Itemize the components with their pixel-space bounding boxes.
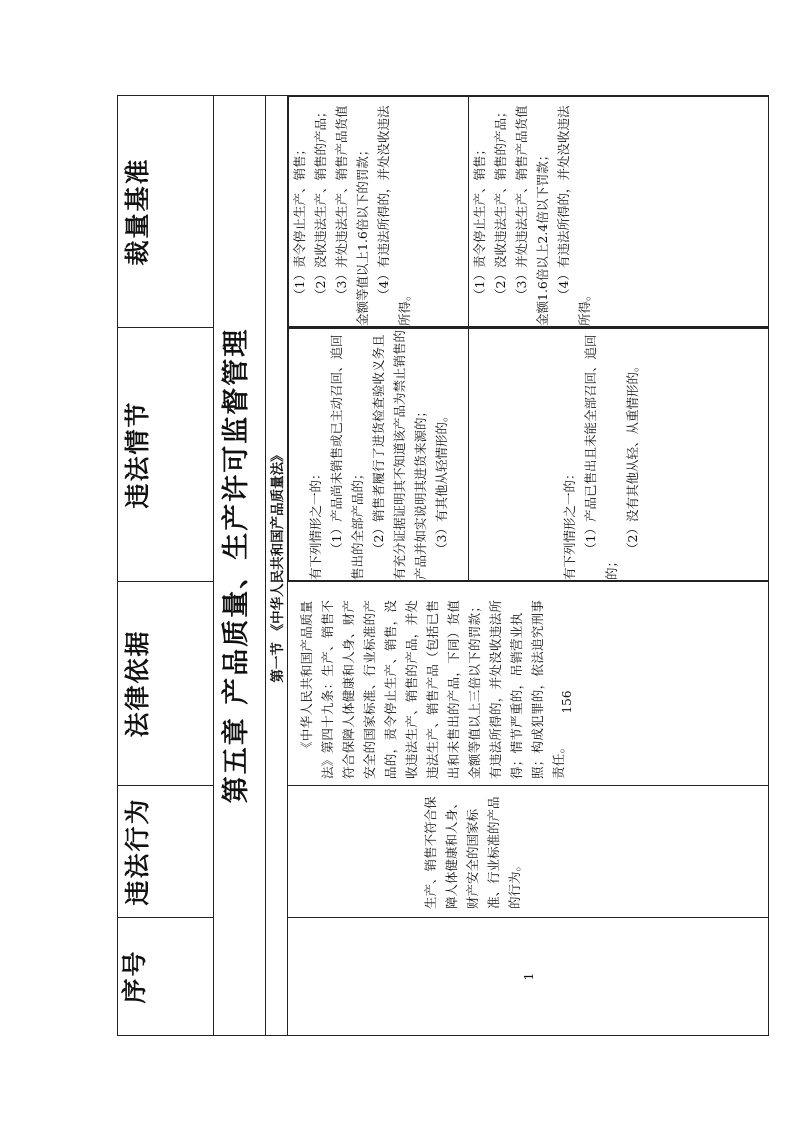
row-circumstances xyxy=(288,328,769,582)
circumstance-subtable xyxy=(288,328,768,581)
rotated-page xyxy=(117,96,769,1036)
circumstance-2 xyxy=(469,329,769,581)
circumstance-1-intro: 有下列情形之一的： xyxy=(308,467,323,580)
penalty-2-item-2: （2）没收违法生产、销售的产品； xyxy=(493,105,508,301)
circumstance-1-item-1: （1）产品尚未销售或已主动召回、追回售出的全部产品的； xyxy=(329,334,365,580)
penalty-2-item-3: （3）并处违法生产、销售产品货值金额1.6倍以上2.4倍以下罚款； xyxy=(514,105,550,326)
header-circumstance: 违法情节 xyxy=(118,328,214,582)
penalty-1-item-2: （2）没收违法生产、销售的产品； xyxy=(313,105,328,301)
row-seq: 1 xyxy=(288,918,769,1036)
penalty-1 xyxy=(289,97,469,327)
header-act: 违法行为 xyxy=(118,786,214,918)
penalty-1-item-3: （3）并处违法生产、销售产品货值金额等值以上1.6倍以下的罚款； xyxy=(334,105,370,326)
circumstance-2-intro: 有下列情形之一的： xyxy=(562,467,577,580)
header-row xyxy=(118,96,214,1036)
penalty-standard-table xyxy=(117,95,769,1036)
section-row xyxy=(266,96,288,1036)
header-seq: 序号 xyxy=(118,918,214,1036)
penalty-1-item-4: （4）有违法所得的，并处没收违法所得。 xyxy=(376,105,412,326)
penalty-2-item-4: （4）有违法所得的，并处没收违法所得。 xyxy=(556,105,592,326)
circumstance-1-item-2: （2）销售者履行了进货检查验收义务且有充分证据证明其不知道该产品为禁止销售的产品并如实说明其进货来源的； xyxy=(371,329,428,580)
circumstance-2-item-2: （2）没有其他从轻、从重情形的。 xyxy=(625,359,640,555)
section-title: 第一节 《中华人民共和国产品质量法》 xyxy=(266,96,288,1036)
header-basis: 法律依据 xyxy=(118,582,214,786)
chapter-row xyxy=(214,96,266,1036)
row-penalties xyxy=(288,96,769,328)
penalty-2-item-1: （1）责令停止生产、销售； xyxy=(472,143,487,301)
page-number: 156 xyxy=(560,690,574,714)
chapter-title: 第五章 产品质量、生产许可监督管理 xyxy=(214,96,266,1036)
penalty-1-item-1: （1）责令停止生产、销售； xyxy=(292,143,307,301)
row-act: 生产、销售不符合保障人体健康和人身、财产安全的国家标准、行业标准的产品的行为。 xyxy=(288,786,769,918)
circumstance-1 xyxy=(289,329,469,581)
header-penalty: 裁量基准 xyxy=(118,96,214,328)
circumstance-1-item-3: （3）有其他从轻情形的。 xyxy=(434,409,449,555)
circumstance-2-item-1: （1）产品已售出且未能全部召回、追回的； xyxy=(583,334,619,580)
table-row xyxy=(288,96,769,1036)
row-basis: 《中华人民共和国产品质量法》第四十九条：生产、销售不符合保障人体健康和人身、财产安全的国家标准、行业标准的产品的，责令停止生产、销售，没收违法生产、销售的产品，并处违法生产、销售产品（包括已售出和未售出的产品，下同）货值金额等值以上三倍以下的罚款；有违法所得的，并处没收违法所得；情节严重的，吊销营业执照；构成犯罪的，依法追究刑事责任。 xyxy=(288,582,769,786)
penalty-2 xyxy=(469,97,769,327)
penalty-subtable xyxy=(288,96,768,327)
